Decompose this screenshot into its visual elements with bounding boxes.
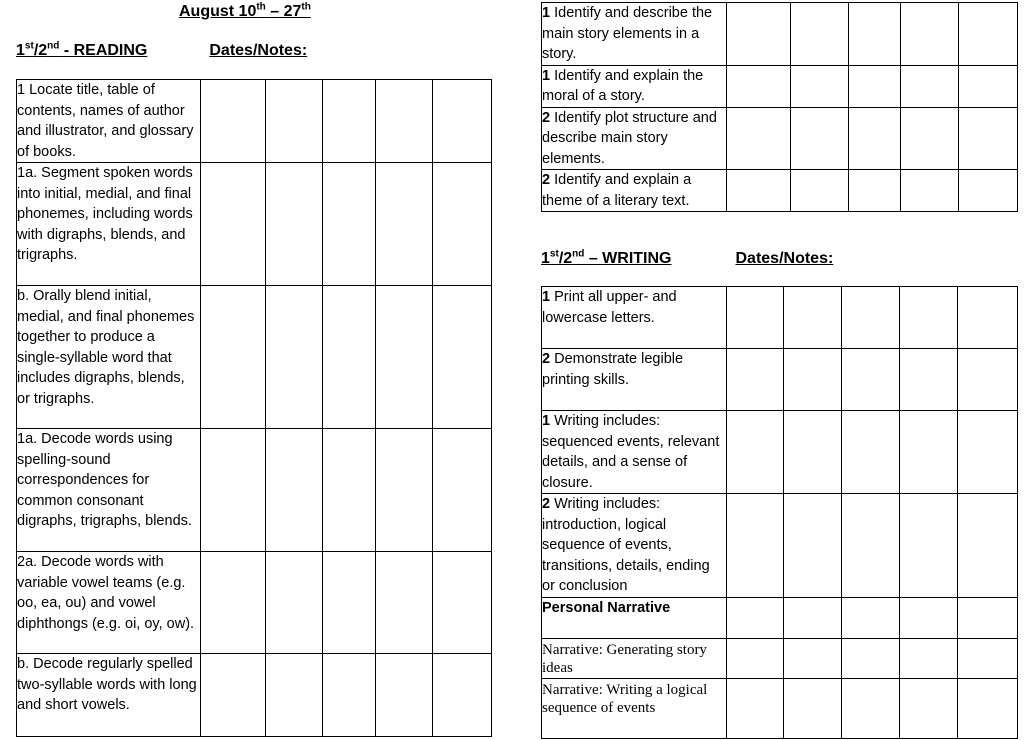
date-cell[interactable] xyxy=(376,552,433,654)
standard-label: 1 Print all upper- and lowercase letters. xyxy=(542,287,727,349)
date-cell[interactable] xyxy=(784,349,842,411)
table-row xyxy=(17,286,492,429)
table-row xyxy=(17,552,492,654)
table-row xyxy=(542,349,1018,411)
date-cell[interactable] xyxy=(784,597,842,638)
table-row xyxy=(17,80,492,163)
standard-label: 1 Identify and describe the main story elements in a story. xyxy=(542,3,727,66)
standard-label: 1 Identify and explain the moral of a story. xyxy=(542,65,727,107)
date-cell[interactable] xyxy=(323,80,376,163)
date-cell[interactable] xyxy=(433,552,492,654)
date-cell[interactable] xyxy=(900,638,958,678)
date-cell[interactable] xyxy=(849,65,901,107)
date-cell[interactable] xyxy=(266,286,323,429)
date-cell[interactable] xyxy=(784,678,842,738)
date-cell[interactable] xyxy=(266,80,323,163)
date-cell[interactable] xyxy=(900,597,958,638)
standard-label: 2a. Decode words with variable vowel teams (e.g. oo, ea, ou) and vowel diphthongs (e.g. oi, oy, ow). xyxy=(17,552,201,654)
date-cell[interactable] xyxy=(958,411,1018,494)
standard-label: Personal Narrative xyxy=(542,597,727,638)
date-cell[interactable] xyxy=(901,3,959,66)
date-cell[interactable] xyxy=(958,597,1018,638)
date-cell[interactable] xyxy=(266,552,323,654)
standard-label: Narrative: Writing a logical sequence of events xyxy=(542,678,727,738)
standard-label: 2 Demonstrate legible printing skills. xyxy=(542,349,727,411)
date-cell[interactable] xyxy=(433,286,492,429)
date-cell[interactable] xyxy=(433,80,492,163)
standard-label: 2 Identify plot structure and describe main story elements. xyxy=(542,107,727,170)
date-cell[interactable] xyxy=(842,678,900,738)
reading-table xyxy=(16,79,492,737)
date-cell[interactable] xyxy=(323,552,376,654)
date-cell[interactable] xyxy=(727,107,791,170)
date-cell[interactable] xyxy=(958,287,1018,349)
date-cell[interactable] xyxy=(727,494,784,598)
date-cell[interactable] xyxy=(266,429,323,552)
date-cell[interactable] xyxy=(376,654,433,737)
table-row xyxy=(542,65,1018,107)
date-cell[interactable] xyxy=(958,638,1018,678)
date-cell[interactable] xyxy=(842,494,900,598)
date-cell[interactable] xyxy=(959,65,1018,107)
date-cell[interactable] xyxy=(323,286,376,429)
date-cell[interactable] xyxy=(323,429,376,552)
table-row xyxy=(542,597,1018,638)
date-cell[interactable] xyxy=(784,411,842,494)
writing-notes-label: Dates/Notes: xyxy=(735,250,834,267)
date-cell[interactable] xyxy=(784,494,842,598)
date-cell[interactable] xyxy=(727,287,784,349)
date-cell[interactable] xyxy=(727,411,784,494)
table-row xyxy=(542,107,1018,170)
date-cell[interactable] xyxy=(901,65,959,107)
date-cell[interactable] xyxy=(784,287,842,349)
date-cell[interactable] xyxy=(323,163,376,286)
standard-label: 1a. Segment spoken words into initial, medial, and final phonemes, including words with digraphs, blends, and trigraphs. xyxy=(17,163,201,286)
date-cell[interactable] xyxy=(201,654,266,737)
table-row xyxy=(17,163,492,286)
date-cell[interactable] xyxy=(901,170,959,212)
date-cell[interactable] xyxy=(433,163,492,286)
table-row xyxy=(542,287,1018,349)
writing-table xyxy=(541,286,1018,739)
writing-heading: 1st/2nd – WRITING Dates/Notes: xyxy=(541,248,834,267)
date-cell[interactable] xyxy=(849,170,901,212)
table-row xyxy=(542,170,1018,212)
table-row xyxy=(542,411,1018,494)
date-cell[interactable] xyxy=(842,597,900,638)
table-row xyxy=(17,429,492,552)
date-cell[interactable] xyxy=(376,80,433,163)
date-cell[interactable] xyxy=(900,494,958,598)
date-cell[interactable] xyxy=(201,163,266,286)
date-cell[interactable] xyxy=(376,429,433,552)
table-row xyxy=(542,678,1018,738)
standard-label: Narrative: Generating story ideas xyxy=(542,638,727,678)
standard-label: 2 Identify and explain a theme of a literary text. xyxy=(542,170,727,212)
date-cell[interactable] xyxy=(727,349,784,411)
date-cell[interactable] xyxy=(727,3,791,66)
date-cell[interactable] xyxy=(201,429,266,552)
date-cell[interactable] xyxy=(900,349,958,411)
date-cell[interactable] xyxy=(900,411,958,494)
date-cell[interactable] xyxy=(791,65,849,107)
standard-label: b. Decode regularly spelled two-syllable words with long and short vowels. xyxy=(17,654,201,737)
date-cell[interactable] xyxy=(791,107,849,170)
date-cell[interactable] xyxy=(266,163,323,286)
date-cell[interactable] xyxy=(727,638,784,678)
date-cell[interactable] xyxy=(727,597,784,638)
date-cell[interactable] xyxy=(958,678,1018,738)
date-cell[interactable] xyxy=(849,3,901,66)
date-cell[interactable] xyxy=(376,163,433,286)
date-cell[interactable] xyxy=(900,678,958,738)
date-cell[interactable] xyxy=(958,494,1018,598)
date-cell[interactable] xyxy=(201,286,266,429)
page-title: August 10th – 27th xyxy=(179,1,311,20)
date-cell[interactable] xyxy=(842,287,900,349)
table-row xyxy=(17,654,492,737)
date-cell[interactable] xyxy=(784,638,842,678)
date-cell[interactable] xyxy=(727,65,791,107)
standard-label: 2 Writing includes: introduction, logical sequence of events, transitions, details, ending or conclusion xyxy=(542,494,727,598)
date-cell[interactable] xyxy=(201,552,266,654)
reading-notes-label: Dates/Notes: xyxy=(209,42,308,59)
date-cell[interactable] xyxy=(959,3,1018,66)
reading-continued-table xyxy=(541,2,1018,212)
table-row xyxy=(542,638,1018,678)
date-cell[interactable] xyxy=(266,654,323,737)
date-cell[interactable] xyxy=(842,411,900,494)
standard-label: b. Orally blend initial, medial, and final phonemes together to produce a single-syllable word that includes digraphs, blends, or trigraphs. xyxy=(17,286,201,429)
date-cell[interactable] xyxy=(791,170,849,212)
standard-label: 1 Writing includes: sequenced events, relevant details, and a sense of closure. xyxy=(542,411,727,494)
standard-label: 1a. Decode words using spelling-sound correspondences for common consonant digraphs, trigraphs, blends. xyxy=(17,429,201,552)
date-cell[interactable] xyxy=(842,638,900,678)
date-cell[interactable] xyxy=(727,170,791,212)
reading-heading: 1st/2nd - READING Dates/Notes: xyxy=(16,40,308,59)
date-cell[interactable] xyxy=(791,3,849,66)
date-cell[interactable] xyxy=(727,678,784,738)
date-cell[interactable] xyxy=(376,286,433,429)
date-cell[interactable] xyxy=(323,654,376,737)
date-cell[interactable] xyxy=(433,429,492,552)
date-cell[interactable] xyxy=(901,107,959,170)
table-row xyxy=(542,3,1018,66)
date-cell[interactable] xyxy=(201,80,266,163)
date-cell[interactable] xyxy=(958,349,1018,411)
date-cell[interactable] xyxy=(842,349,900,411)
date-cell[interactable] xyxy=(959,107,1018,170)
date-cell[interactable] xyxy=(849,107,901,170)
date-cell[interactable] xyxy=(959,170,1018,212)
date-cell[interactable] xyxy=(900,287,958,349)
standard-label: 1 Locate title, table of contents, names of author and illustrator, and glossary of books. xyxy=(17,80,201,163)
date-cell[interactable] xyxy=(433,654,492,737)
table-row xyxy=(542,494,1018,598)
